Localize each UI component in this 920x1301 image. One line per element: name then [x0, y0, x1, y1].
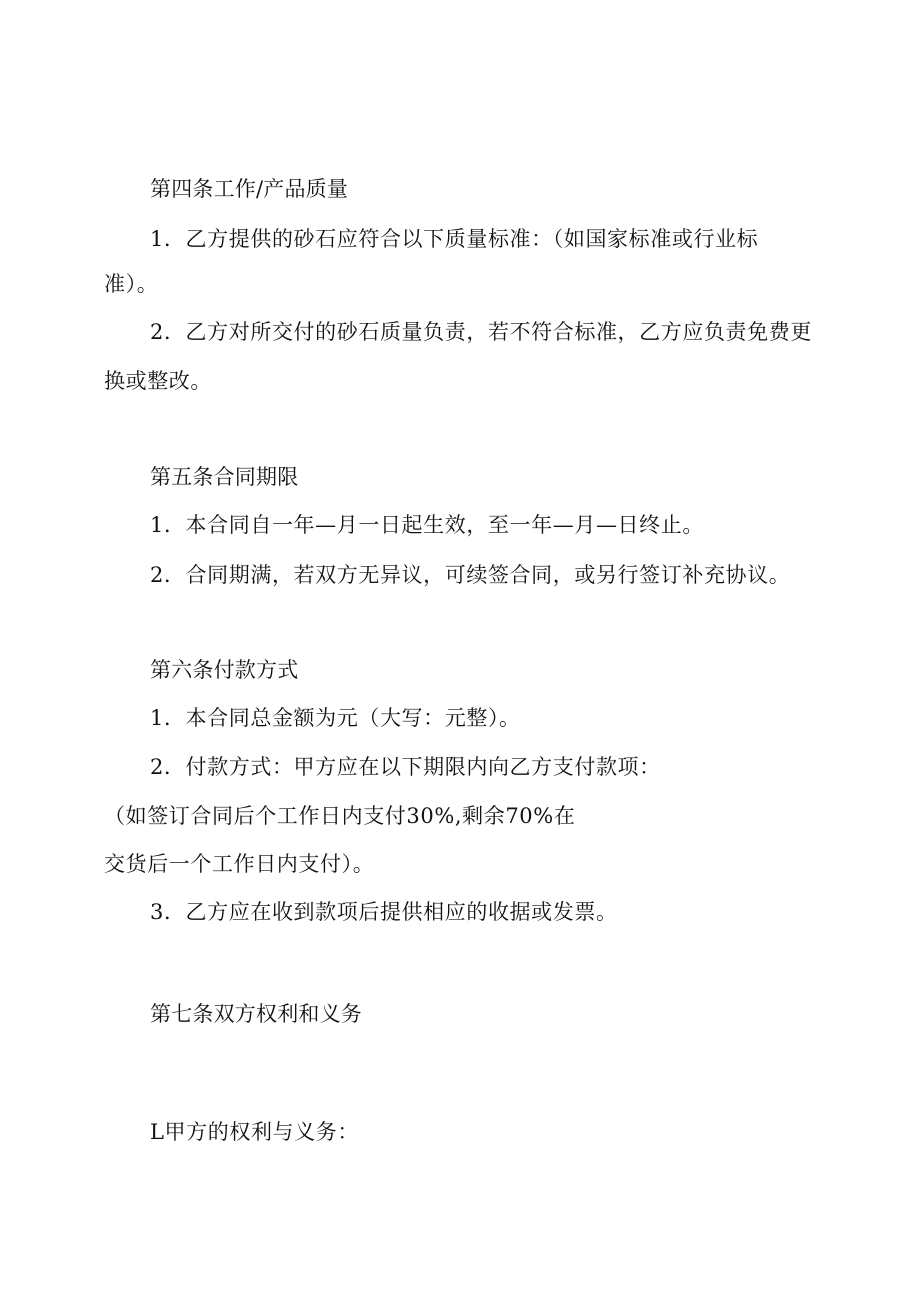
section-4-item-2-line-1: 2．乙方对所交付的砂石质量负责，若不符合标准，乙方应负责免费更 [150, 320, 812, 344]
section-6-item-2-detail-line-2: 交货后一个工作日内支付）。 [104, 852, 375, 876]
section-5-heading: 第五条合同期限 [150, 465, 299, 489]
section-4-item-2-line-2: 换或整改。 [104, 369, 212, 393]
section-4-item-1-line-1: 1．乙方提供的砂石应符合以下质量标准：（如国家标准或行业标 [150, 227, 759, 251]
section-5-item-1: 1．本合同自一年—月一日起生效，至一年—月—日终止。 [150, 513, 704, 537]
section-5-item-2: 2．合同期满，若双方无异议，可续签合同，或另行签订补充协议。 [150, 563, 791, 587]
section-6-item-1: 1．本合同总金额为元（大写：元整）。 [150, 706, 521, 730]
section-7-subheading: L甲方的权利与义务： [150, 1120, 359, 1144]
section-6-heading: 第六条付款方式 [150, 658, 299, 682]
section-7-heading: 第七条双方权利和义务 [150, 1002, 362, 1026]
section-4-item-1-line-2: 准）。 [104, 272, 159, 296]
section-6-item-3: 3．乙方应在收到款项后提供相应的收据或发票。 [150, 900, 618, 924]
section-4-heading: 第四条工作/产品质量 [150, 177, 349, 201]
section-6-item-2: 2．付款方式：甲方应在以下期限内向乙方支付款项： [150, 755, 661, 779]
section-6-item-2-detail-line-1: （如签订合同后个工作日内支付30%,剩余70%在 [104, 804, 576, 828]
